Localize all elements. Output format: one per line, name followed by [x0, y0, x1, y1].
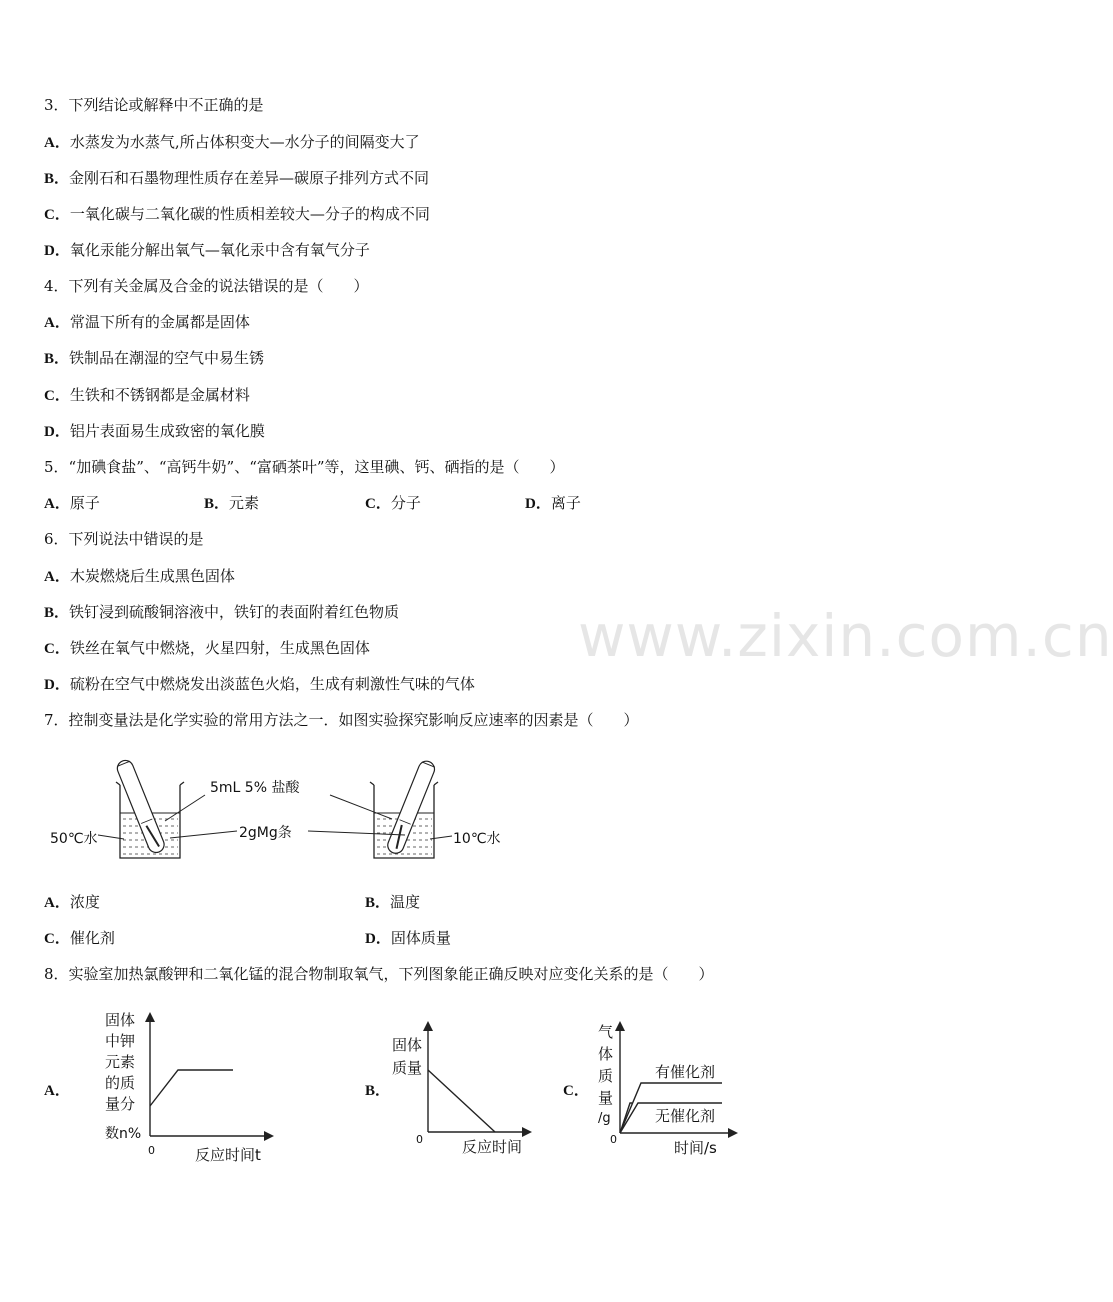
option-text: 离子	[550, 494, 581, 512]
q8-option-b-letter[interactable]	[365, 1080, 390, 1101]
q4-stem: 4．下列有关金属及合金的说法错误的是（ ）	[44, 277, 369, 295]
q8-graph-c	[594, 1015, 754, 1160]
option-text: 元素	[229, 494, 260, 512]
q6-option-a[interactable]	[44, 566, 235, 587]
option-text: 原子	[69, 494, 100, 512]
right-beaker	[370, 759, 438, 858]
option-letter: D．	[365, 931, 391, 947]
option-text: 浓度	[69, 893, 100, 911]
option-letter: D．	[44, 243, 70, 259]
option-text: 一氧化碳与二氧化碳的性质相差较大—分子的构成不同	[69, 205, 430, 223]
option-letter: B．	[204, 496, 230, 512]
q6-stem: 6．下列说法中错误的是	[44, 530, 204, 548]
graph-a-line	[150, 1070, 233, 1106]
ylabel-line: 质量	[392, 1059, 423, 1077]
option-letter: C．	[365, 496, 391, 512]
option-text: 金刚石和石墨物理性质存在差异—碳原子排列方式不同	[69, 169, 430, 187]
q3-option-b[interactable]	[44, 168, 429, 189]
q8-stem: 8．实验室加热氯酸钾和二氧化锰的混合物制取氧气，下列图象能正确反映对应变化关系的是（ ）	[44, 965, 714, 983]
option-text: 木炭燃烧后生成黑色固体	[69, 567, 235, 585]
option-letter: D．	[525, 496, 551, 512]
q5-stem: 5．“加碘食盐”、“高钙牛奶”、“富硒茶叶”等，这里碘、钙、硒指的是（ ）	[44, 458, 565, 476]
ylabel-line: 固体	[105, 1011, 136, 1029]
series-label-catalyst: 有催化剂	[655, 1063, 716, 1081]
q3-option-a[interactable]	[44, 132, 420, 153]
q5-option-c[interactable]	[365, 493, 421, 514]
option-text: 生铁和不锈钢都是金属材料	[69, 386, 250, 404]
q3-stem: 3．下列结论或解释中不正确的是	[44, 96, 264, 114]
ylabel-line: 数n%	[105, 1126, 142, 1142]
option-text: 铝片表面易生成致密的氧化膜	[69, 422, 265, 440]
option-letter: A．	[44, 895, 70, 911]
option-letter: C．	[563, 1083, 589, 1099]
acid-label: 5mL 5% 盐酸	[210, 780, 300, 796]
option-text: 常温下所有的金属都是固体	[69, 313, 250, 331]
ylabel-line: 气	[598, 1023, 614, 1041]
option-text: 固体质量	[390, 929, 451, 947]
option-text: 硫粉在空气中燃烧发出淡蓝色火焰，生成有刺激性气味的气体	[69, 675, 475, 693]
q7-option-c[interactable]	[44, 928, 115, 949]
graph-b-line	[428, 1070, 495, 1132]
option-letter: A．	[44, 1083, 70, 1099]
option-letter: C．	[44, 207, 70, 223]
option-text: 氧化汞能分解出氧气—氧化汞中含有氧气分子	[69, 241, 370, 259]
ylabel-line: 量	[598, 1089, 614, 1107]
right-water-label: 10℃水	[453, 831, 501, 847]
option-letter: A．	[44, 496, 70, 512]
q8-graph-b	[388, 1015, 538, 1160]
option-letter: B．	[365, 895, 391, 911]
magnesium-label: 2gMg条	[239, 825, 292, 841]
q4-option-b[interactable]	[44, 348, 264, 369]
xlabel: 反应时间t	[195, 1146, 261, 1164]
q8-graph-a	[98, 1008, 288, 1168]
q7-beaker-figure	[40, 755, 520, 870]
q3-option-d[interactable]	[44, 240, 370, 261]
ylabel-line: 的质	[105, 1074, 136, 1092]
option-text: 铁丝在氧气中燃烧，火星四射，生成黑色固体	[69, 639, 370, 657]
ylabel-line: /g	[598, 1111, 611, 1126]
q5-option-d[interactable]	[525, 493, 581, 514]
option-letter: D．	[44, 677, 70, 693]
right-test-tube	[385, 759, 437, 856]
q7-stem: 7．控制变量法是化学实验的常用方法之一．如图实验探究影响反应速率的因素是（ ）	[44, 711, 639, 729]
option-text: 分子	[390, 494, 421, 512]
option-letter: B．	[365, 1083, 391, 1099]
xlabel: 时间/s	[674, 1139, 717, 1157]
option-text: 催化剂	[69, 929, 115, 947]
option-letter: A．	[44, 135, 70, 151]
q5-option-a[interactable]	[44, 493, 100, 514]
q5-option-b[interactable]	[204, 493, 259, 514]
watermark: www.zixin.com.cn	[578, 602, 1113, 670]
option-letter: C．	[44, 641, 70, 657]
option-letter: A．	[44, 569, 70, 585]
q7-option-d[interactable]	[365, 928, 451, 949]
origin-label: 0	[416, 1133, 423, 1146]
q7-option-b[interactable]	[365, 892, 420, 913]
series-label-no-catalyst: 无催化剂	[655, 1107, 716, 1125]
q4-option-c[interactable]	[44, 385, 250, 406]
option-text: 铁制品在潮湿的空气中易生锈	[69, 349, 265, 367]
option-letter: B．	[44, 171, 70, 187]
q4-option-d[interactable]	[44, 421, 265, 442]
option-letter: C．	[44, 931, 70, 947]
q6-option-b[interactable]	[44, 602, 399, 623]
ylabel-line: 元素	[105, 1053, 136, 1071]
ylabel-line: 体	[598, 1045, 614, 1063]
q4-option-a[interactable]	[44, 312, 250, 333]
q7-option-a[interactable]	[44, 892, 100, 913]
q8-option-c-letter[interactable]	[563, 1080, 589, 1101]
option-letter: C．	[44, 388, 70, 404]
ylabel-line: 中钾	[105, 1032, 136, 1050]
origin-label: 0	[148, 1144, 155, 1157]
option-text: 铁钉浸到硫酸铜溶液中，铁钉的表面附着红色物质	[69, 603, 400, 621]
ylabel-line: 固体	[392, 1036, 423, 1054]
option-letter: D．	[44, 424, 70, 440]
option-text: 水蒸发为水蒸气,所占体积变大—水分子的间隔变大了	[69, 133, 420, 151]
xlabel: 反应时间	[462, 1138, 523, 1156]
ylabel-line: 量分	[105, 1095, 136, 1113]
q6-option-d[interactable]	[44, 674, 475, 695]
option-text: 温度	[390, 893, 421, 911]
origin-label: 0	[610, 1133, 617, 1146]
option-letter: A．	[44, 315, 70, 331]
option-letter: B．	[44, 605, 70, 621]
q6-option-c[interactable]	[44, 638, 370, 659]
q3-option-c[interactable]	[44, 204, 430, 225]
left-beaker	[115, 758, 184, 858]
q8-option-a-letter[interactable]	[44, 1080, 70, 1101]
left-test-tube	[115, 758, 167, 855]
ylabel-line: 质	[598, 1067, 614, 1085]
option-letter: B．	[44, 351, 70, 367]
left-water-label: 50℃水	[50, 831, 98, 847]
